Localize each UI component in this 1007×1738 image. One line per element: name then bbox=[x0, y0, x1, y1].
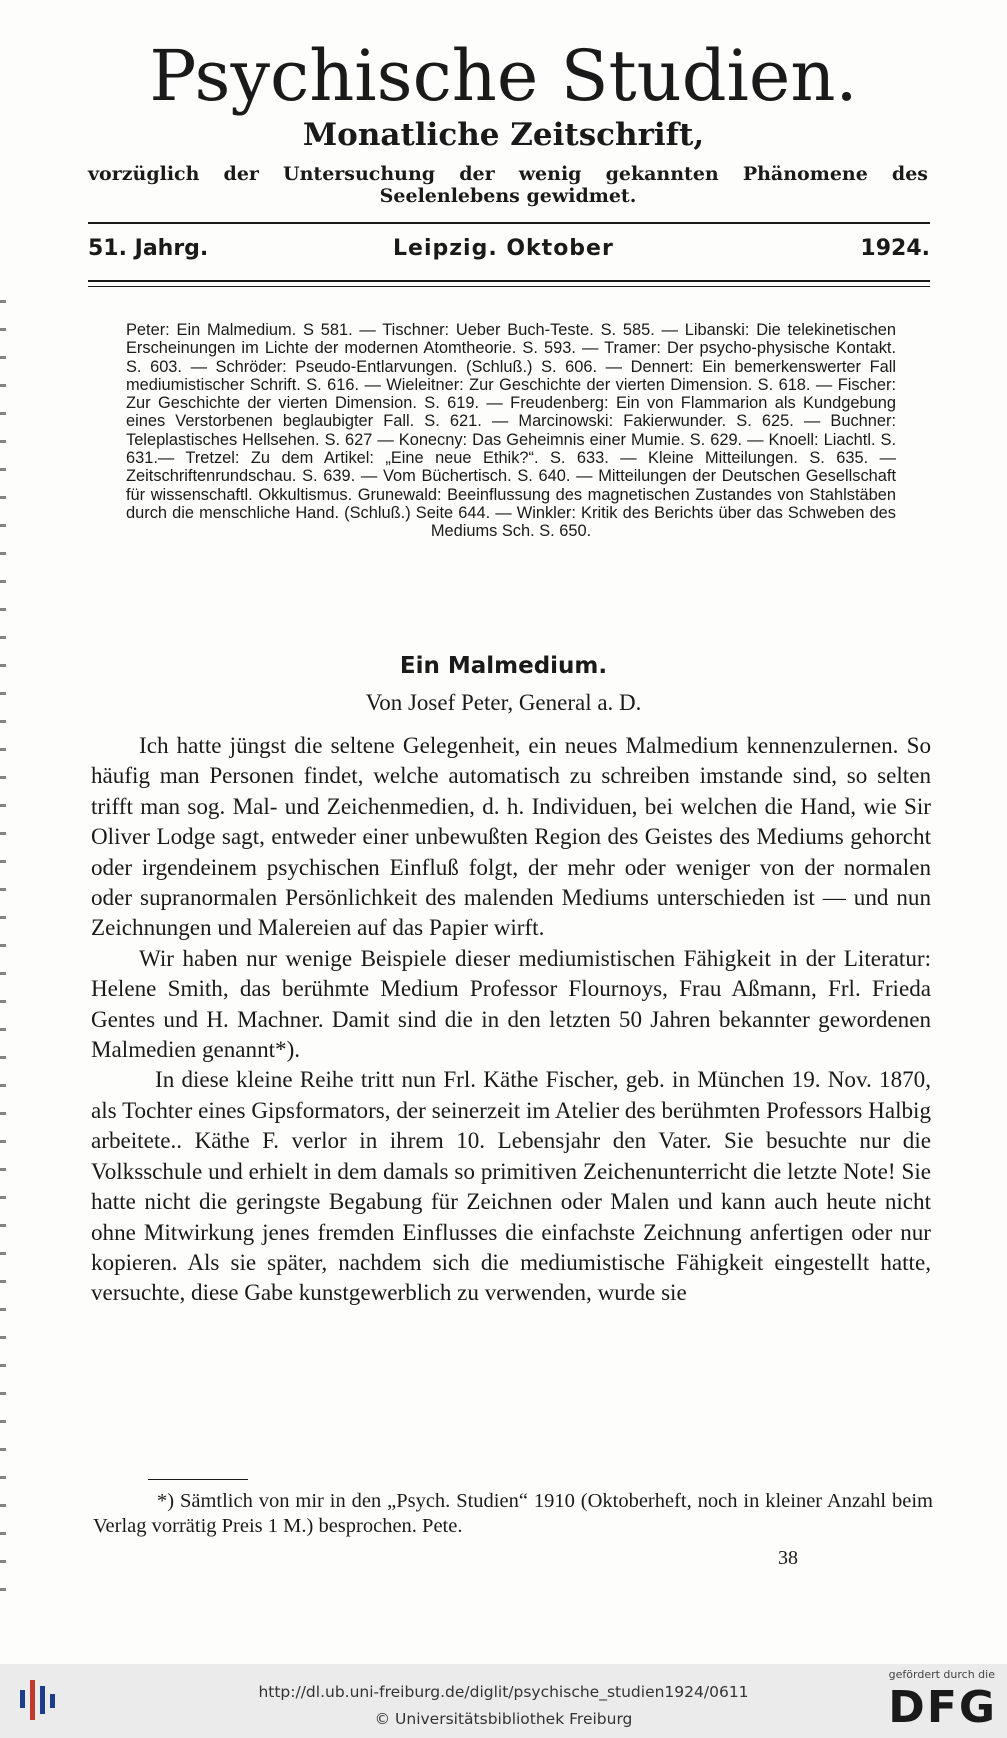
issue-year: 1924. bbox=[860, 236, 930, 261]
divider bbox=[88, 222, 930, 224]
paragraph: Ich hatte jüngst die seltene Gelegenheit, ein neues Malmedium kennenzulernen. So häufig man Personen findet, welche automatisch zu schreiben imstande sind, so selten trifft man sog. Mal- und Zeichenmedien, d. h. Individuen, bei welchen die Hand, wie Sir Oliver Lodge sagt, entweder einer unbewußten Region des Geistes des Mediums gehorcht oder irgendeinem psychischen Einfluß folgt, der mehr oder weniger von der normalen oder supranormalen Persönlichkeit des malenden Mediums unterschieden ist — und nun Zeichnungen und Malereien auf das Papier wirft. bbox=[91, 732, 931, 941]
copyright-notice: © Universitätsbibliothek Freiburg bbox=[374, 1710, 633, 1728]
divider bbox=[88, 286, 930, 287]
paragraph: Wir haben nur wenige Beispiele dieser mediumistischen Fähigkeit in der Literatur: Helene Smith, das berühmte Medium Professor Flournoys, Frau Aßmann, Frl. Frieda Gentes und H. Machner. Damit sind die in den letzten 50 Jahren bekannter gewordenen Malmedien genannt*). bbox=[91, 944, 931, 1063]
dfg-funding-note: gefördert durch die bbox=[888, 1668, 995, 1681]
paragraph: In diese kleine Reihe tritt nun Frl. Käthe Fischer, geb. in München 19. Nov. 1870, als Tochter eines Gipsformators, der seinerzeit im Atelier des berühmten Professors Halbig arbeitete.. Käthe F. verlor in ihrem 10. Lebensjahr den Vater. Sie besuchte nur die Volksschule und erhielt in dem damals so primitiven Zeichenunterricht die letzte Note! Sie hatte nicht die geringste Begabung für Zeichnen oder Malen und kann auch heute nicht ohne Mitwirkung jenes fremden Einflusses die einfachste Zeichnung anfertigen oder nur kopieren. Als sie später, nachdem sich die mediumistische Fähigkeit eingestellt hatte, versuchte, diese Gabe kunstgewerblich zu verwenden, wurde sie bbox=[91, 1066, 931, 1306]
table-of-contents: Peter: Ein Malmedium. S 581. — Tischner: Ueber Buch-Teste. S. 585. — Libanski: Die telekinetischen Erscheinungen im Lichte der modernen Atomtheorie. S. 593. — Tramer: Der psycho-physische Kontakt. S. 603. — Schröder: Pseudo-Entlarvungen. (Schluß.) S. 606. — Dennert: Ein bemerkenswerter Fall mediumistischer Schrift. S. 616. — Wieleitner: Zur Geschichte der vierten Dimension. S. 618. — Fischer: Zur Geschichte der vierten Dimension. S. 619. — Freudenberg: Ein von Flammarion als Kundgebung eines Verstorbenen beglaubigter Fall. S. 621. — Marcinowski: Fakierwunder. S. 625. — Buchner: Teleplastisches Hellsehen. S. 627 — Konecny: Das Geheimnis einer Mumie. S. 629. — Knoell: Liachtl. S. 631.— Tretzel: Zu dem Artikel: „Eine neue Ethik?“. S. 633. — Kleine Mitteilungen. S. 635. — Zeitschriftenrundschau. S. 639. — Vom Büchertisch. S. 640. — Mitteilungen der Deutschen Gesellschaft für wissenschaftl. Okkultismus. Grunewald: Beeinflussung des magnetischen Zustandes von Stahlstäben durch die menschliche Hand. (Schluß.) Seite 644. — Winkler: Kritik des Berichts über das Schweben des Mediums Sch. S. 650. bbox=[126, 321, 896, 541]
footnote-divider bbox=[148, 1479, 248, 1480]
journal-subtitle: Monatliche Zeitschrift, bbox=[302, 117, 705, 153]
article-byline: Von Josef Peter, General a. D. bbox=[365, 690, 642, 715]
masthead bbox=[88, 236, 930, 266]
journal-tagline: vorzüglich der Untersuchung der wenig gekannten Phänomene des Seelenlebens gewidmet. bbox=[88, 163, 928, 207]
divider bbox=[88, 280, 930, 282]
article-body bbox=[91, 730, 931, 1308]
permalink-url[interactable]: http://dl.ub.uni-freiburg.de/diglit/psychische_studien1924/0611 bbox=[258, 1683, 749, 1701]
dfg-logo: DFG bbox=[888, 1682, 997, 1733]
journal-title: Psychische Studien. bbox=[149, 35, 858, 117]
footnote: *) Sämtlich von mir in den „Psych. Studien“ 1910 (Oktoberheft, noch in kleiner Anzahl beim Verlag vorrätig Preis 1 M.) besprochen. Pete. bbox=[93, 1490, 933, 1537]
article-title: Ein Malmedium. bbox=[399, 653, 608, 679]
viewer-footer bbox=[0, 1664, 1007, 1738]
issue-place-month: Leipzig. Oktober bbox=[393, 236, 614, 261]
page-edge-shadow bbox=[0, 300, 6, 1600]
page-number: 38 bbox=[778, 1547, 798, 1569]
volume-label: 51. Jahrg. bbox=[88, 236, 209, 261]
